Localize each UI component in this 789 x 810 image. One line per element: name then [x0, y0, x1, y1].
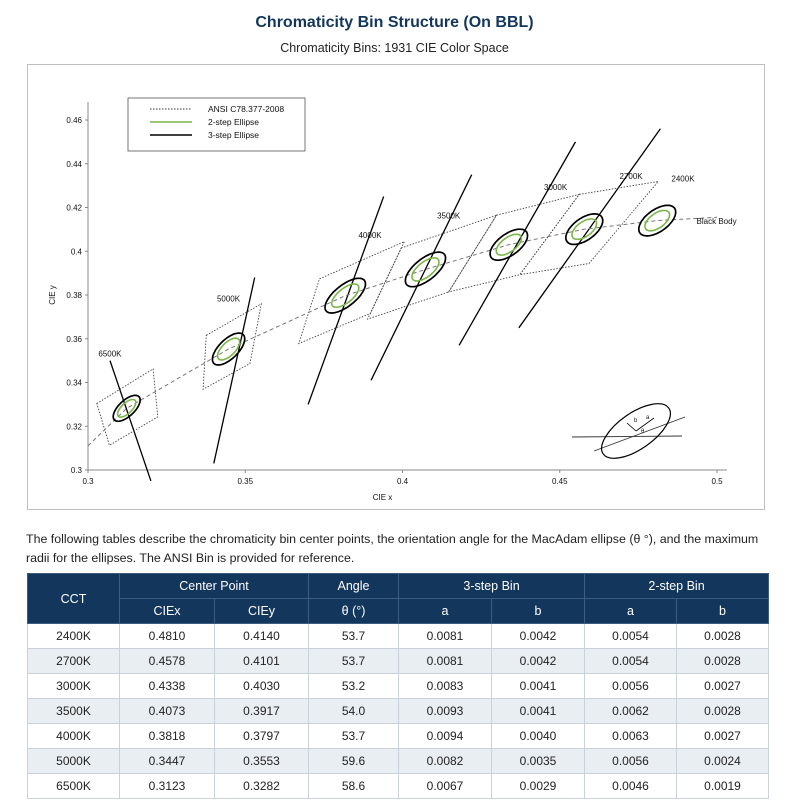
ansi-quad-4000K — [299, 242, 405, 344]
y-tick-label: 0.3 — [70, 466, 82, 475]
cct-label: 3000K — [544, 183, 568, 192]
cell-cct: 3500K — [28, 699, 120, 724]
x-tick-label: 0.5 — [711, 477, 723, 486]
cell-ciey: 0.3797 — [215, 724, 309, 749]
isotherm-line-5000K — [214, 278, 255, 464]
cell-3-step-b: 0.0041 — [492, 674, 585, 699]
y-tick-label: 0.46 — [66, 116, 82, 125]
ansi-quad-5000K — [203, 304, 261, 390]
cell-ciey: 0.3282 — [215, 774, 309, 799]
cell-ciex: 0.3123 — [120, 774, 215, 799]
cell-ciex: 0.4810 — [120, 624, 215, 649]
header-ciex: CIEx — [120, 599, 215, 624]
header-3-step-a: a — [399, 599, 492, 624]
y-tick-label: 0.44 — [66, 159, 82, 169]
table-row — [28, 674, 769, 699]
y-tick-label: 0.34 — [66, 378, 82, 388]
legend-label: ANSI C78.377-2008 — [208, 104, 285, 114]
inset-radius-a — [636, 418, 654, 431]
cct-label: 2400K — [671, 174, 695, 184]
isotherm-line-4000K — [308, 197, 383, 405]
chromaticity-chart — [28, 65, 764, 509]
cct-label: 2700K — [619, 172, 643, 182]
cell-theta: 54.0 — [309, 699, 399, 724]
cell-ciey: 0.4030 — [215, 674, 309, 699]
table-row — [28, 649, 769, 674]
y-tick-label: 0.38 — [66, 291, 82, 300]
cell-2-step-b: 0.0028 — [677, 624, 769, 649]
header-center-point: Center Point — [120, 574, 309, 599]
cell-theta: 53.7 — [309, 624, 399, 649]
cell-theta: 53.7 — [309, 724, 399, 749]
x-tick-label: 0.4 — [396, 477, 409, 486]
cell-3-step-b: 0.0041 — [492, 699, 585, 724]
table-header-row-2 — [28, 599, 769, 624]
cell-cct: 6500K — [28, 774, 120, 799]
x-tick-label: 0.3 — [82, 477, 94, 486]
plot-layer — [88, 129, 717, 481]
cell-cct: 2700K — [28, 649, 120, 674]
cell-2-step-b: 0.0024 — [677, 749, 769, 774]
cell-3-step-a: 0.0081 — [399, 649, 492, 674]
cell-2-step-a: 0.0056 — [585, 674, 677, 699]
cell-cct: 3000K — [28, 674, 120, 699]
header-theta: θ (°) — [309, 599, 399, 624]
cell-3-step-a: 0.0094 — [399, 724, 492, 749]
cct-label: 4000K — [358, 231, 382, 241]
cell-ciey: 0.3553 — [215, 749, 309, 774]
inset-horizontal-line — [572, 436, 682, 437]
cell-3-step-b: 0.0035 — [492, 749, 585, 774]
header-ciey: CIEy — [215, 599, 309, 624]
cell-theta: 59.6 — [309, 749, 399, 774]
header-2-step-a: a — [585, 599, 677, 624]
cell-cct: 4000K — [28, 724, 120, 749]
black-body-label: Black Body — [696, 216, 737, 226]
cell-ciey: 0.3917 — [215, 699, 309, 724]
header-2-step-bin: 2-step Bin — [585, 574, 769, 599]
black-body-curve — [88, 217, 717, 446]
y-tick-label: 0.4 — [70, 247, 82, 257]
page-subtitle: Chromaticity Bins: 1931 CIE Color Space — [280, 41, 509, 55]
ellipse-2-step-4000K — [332, 284, 359, 307]
cell-ciex: 0.3447 — [120, 749, 215, 774]
cell-theta: 53.2 — [309, 674, 399, 699]
x-axis-label: CIE x — [372, 493, 393, 502]
table-body — [28, 624, 769, 799]
cell-3-step-a: 0.0093 — [399, 699, 492, 724]
ellipse-3-step-2400K — [639, 205, 676, 236]
cell-3-step-b: 0.0029 — [492, 774, 585, 799]
table-row — [28, 774, 769, 799]
cell-3-step-b: 0.0042 — [492, 624, 585, 649]
header-angle: Angle — [309, 574, 399, 599]
table-row — [28, 724, 769, 749]
cell-cct: 5000K — [28, 749, 120, 774]
ansi-quad-3500K — [368, 215, 497, 319]
cell-3-step-a: 0.0083 — [399, 674, 492, 699]
cell-theta: 58.6 — [309, 774, 399, 799]
inset-label-b: b — [634, 418, 638, 424]
cell-2-step-a: 0.0046 — [585, 774, 677, 799]
cell-2-step-b: 0.0027 — [677, 674, 769, 699]
cell-cct: 2400K — [28, 624, 120, 649]
cell-2-step-a: 0.0054 — [585, 649, 677, 674]
inset-radius-b — [627, 423, 636, 431]
cell-2-step-b: 0.0027 — [677, 724, 769, 749]
legend-label: 2-step Ellipse — [208, 117, 260, 127]
cell-ciey: 0.4101 — [215, 649, 309, 674]
table-row — [28, 749, 769, 774]
y-tick-label: 0.36 — [66, 334, 82, 344]
cell-2-step-b: 0.0028 — [677, 649, 769, 674]
header-cct: CCT — [28, 574, 120, 624]
y-axis-label: CIE y — [48, 285, 57, 305]
table-row — [28, 699, 769, 724]
cell-ciex: 0.4578 — [120, 649, 215, 674]
chromaticity-bin-table — [27, 573, 769, 799]
x-tick-label: 0.35 — [237, 477, 254, 486]
table-description: The following tables describe the chromaticity bin center points, the orientation angle for the MacAdam ellipse (θ °), and the maximum radii for the ellipses. The ANSI Bin is provided for reference. — [26, 532, 759, 565]
inset-label-a: a — [646, 415, 650, 421]
header-3-step-bin: 3-step Bin — [399, 574, 585, 599]
cell-ciex: 0.4338 — [120, 674, 215, 699]
cell-2-step-a: 0.0054 — [585, 624, 677, 649]
header-2-step-b: b — [677, 599, 769, 624]
chart-frame — [27, 64, 765, 510]
y-tick-label: 0.42 — [66, 203, 82, 213]
header-3-step-b: b — [492, 599, 585, 624]
cell-ciex: 0.4073 — [120, 699, 215, 724]
table-header-row-1 — [28, 574, 769, 599]
cell-ciex: 0.3818 — [120, 724, 215, 749]
cell-theta: 53.7 — [309, 649, 399, 674]
cell-2-step-a: 0.0056 — [585, 749, 677, 774]
ansi-quad-6500K — [97, 369, 158, 445]
cell-3-step-a: 0.0082 — [399, 749, 492, 774]
cell-3-step-a: 0.0081 — [399, 624, 492, 649]
isotherm-line-3500K — [371, 175, 472, 381]
y-tick-label: 0.32 — [66, 422, 82, 432]
cct-label: 5000K — [216, 294, 241, 304]
table-row — [28, 624, 769, 649]
cell-2-step-a: 0.0063 — [585, 724, 677, 749]
inset-label-theta: θ — [641, 429, 645, 435]
cct-label: 3500K — [437, 211, 461, 221]
page-title: Chromaticity Bin Structure (On BBL) — [255, 14, 534, 31]
cell-2-step-b: 0.0019 — [677, 774, 769, 799]
cell-3-step-b: 0.0042 — [492, 649, 585, 674]
cell-3-step-b: 0.0040 — [492, 724, 585, 749]
cell-3-step-a: 0.0067 — [399, 774, 492, 799]
ellipse-3-step-4000K — [325, 278, 366, 313]
legend-label: 3-step Ellipse — [208, 130, 260, 140]
cell-2-step-a: 0.0062 — [585, 699, 677, 724]
cct-label: 6500K — [98, 349, 122, 359]
cell-2-step-b: 0.0028 — [677, 699, 769, 724]
x-tick-label: 0.45 — [551, 477, 568, 486]
cell-ciey: 0.4140 — [215, 624, 309, 649]
isotherm-line-3000K — [459, 142, 575, 345]
